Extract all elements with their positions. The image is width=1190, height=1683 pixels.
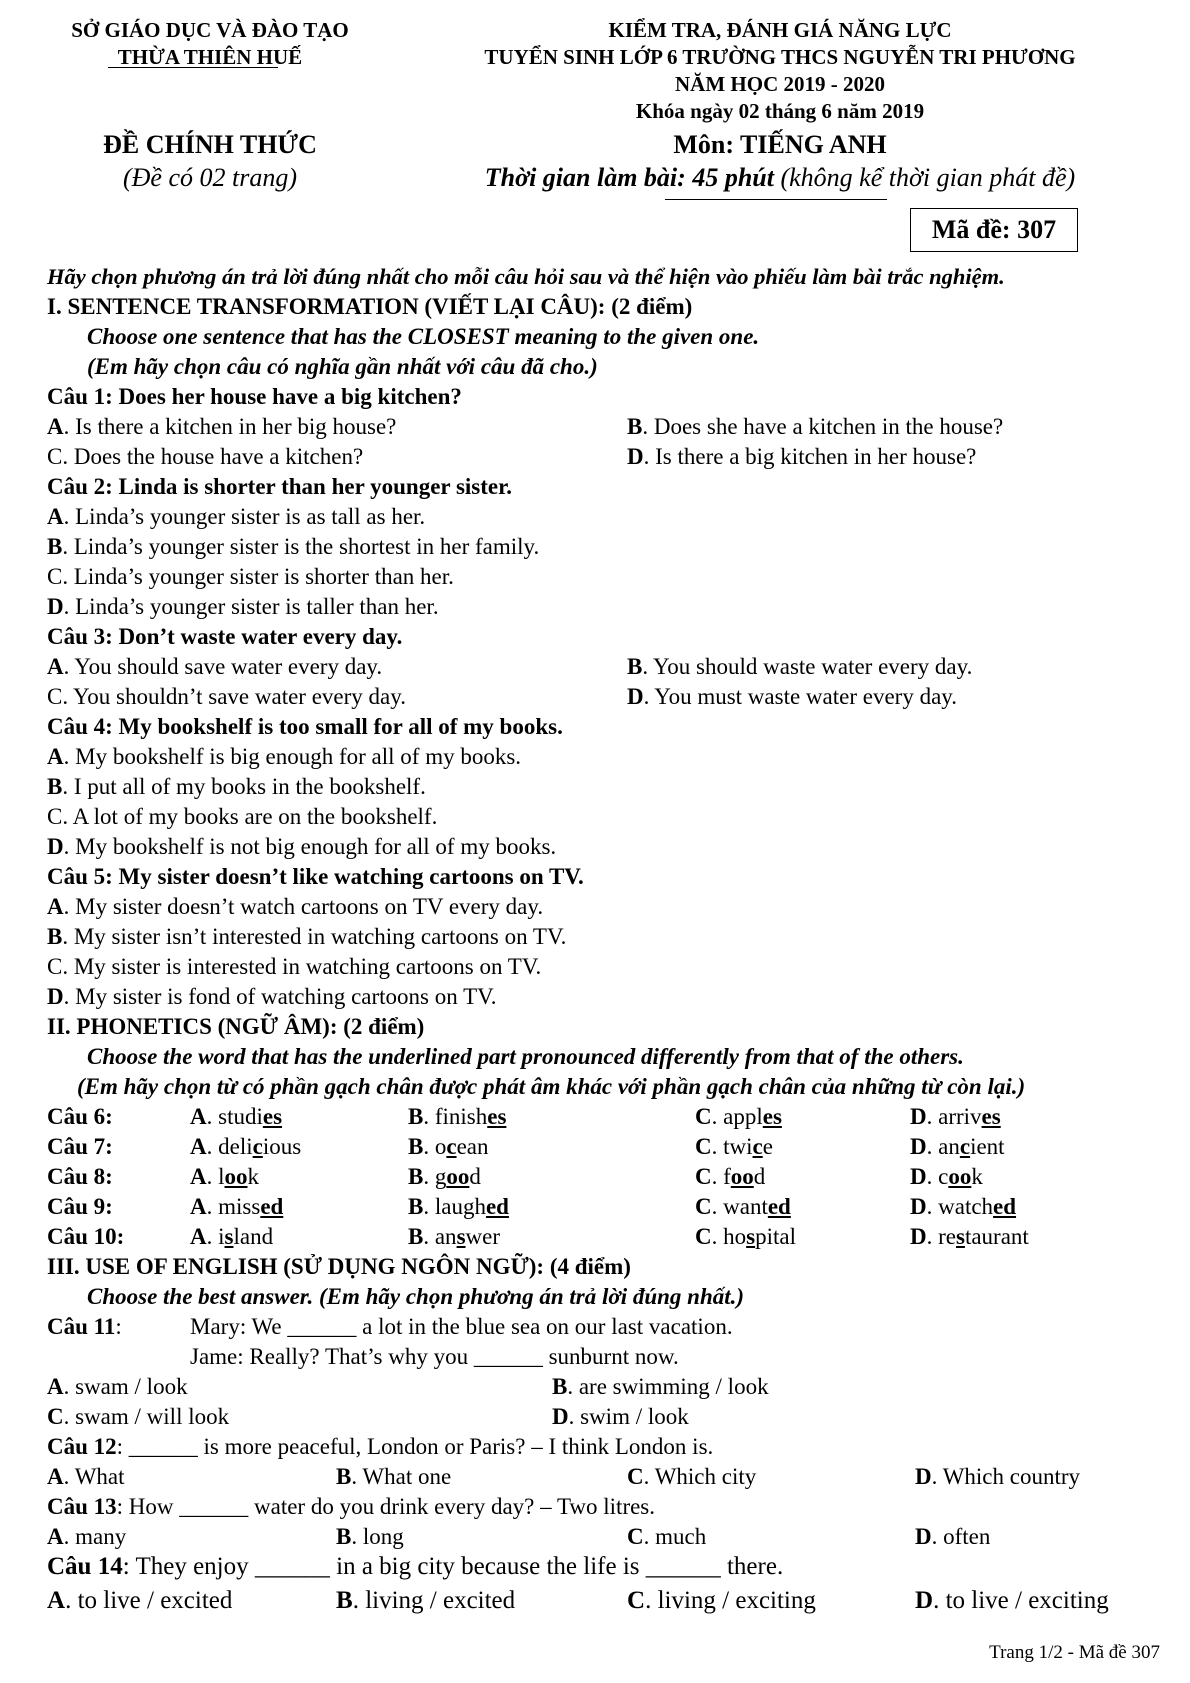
q11-option-b: B. are swimming / look [552,1374,769,1399]
q13-option-c: C. much [627,1524,707,1549]
phonetics-option-b: B. ocean [408,1134,489,1159]
underlined-part: oo [224,1164,248,1189]
time-value: 45 phút [692,163,774,192]
official-label: ĐỀ CHÍNH THỨC [103,130,317,159]
section1-title: I. SENTENCE TRANSFORMATION (VIẾT LẠI CÂU): (2 điểm) [47,294,693,319]
section2-title: II. PHONETICS (NGỮ ÂM): (2 điểm) [47,1014,425,1039]
q12-option-c: C. Which city [627,1464,757,1489]
q3-option-b: B. You should waste water every day. [627,654,973,679]
question-5: Câu 5: My sister doesn’t like watching cartoons on TV. [47,864,584,889]
phonetics-option-a: A. island [190,1224,274,1249]
section2-instruction-vi: (Em hãy chọn từ có phần gạch chân được phát âm khác với phần gạch chân của những từ còn lại.) [77,1074,1026,1099]
underlined-part: es [981,1104,1001,1129]
q3-option-d: D. You must waste water every day. [627,684,958,709]
q2-option-c: C. Linda’s younger sister is shorter than her. [47,564,454,589]
underlined-part: c [252,1134,263,1159]
phonetics-option-a: A. delicious [190,1134,302,1159]
q2-option-d: D. Linda’s younger sister is taller than her. [47,594,439,619]
q12-option-b: B. What one [336,1464,452,1489]
phonetics-question-label: Câu 10: [47,1224,125,1249]
phonetics-option-b: B. finishes [408,1104,507,1129]
question-1: Câu 1: Does her house have a big kitchen? [47,384,462,409]
q1-option-d: D. Is there a big kitchen in her house? [627,444,977,469]
underlined-part: oo [730,1164,754,1189]
underlined-part: c [752,1134,763,1159]
underlined-part: ed [767,1194,791,1219]
q14-option-c: C. living / exciting [627,1587,816,1614]
phonetics-question-label: Câu 9: [47,1194,113,1219]
section2-instruction-en: Choose the word that has the underlined part pronounced differently from that of the others. [87,1044,964,1069]
phonetics-option-c: C. hospital [695,1224,796,1249]
phonetics-option-a: A. look [190,1164,260,1189]
q4-option-b: B. I put all of my books in the bookshelf. [47,774,426,799]
underlined-part: ed [485,1194,509,1219]
q13-option-b: B. long [336,1524,404,1549]
underlined-part: s [746,1224,756,1249]
underlined-part: ed [993,1194,1017,1219]
q4-option-c: C. A lot of my books are on the bookshelf. [47,804,438,829]
time-label: Thời gian làm bài: [484,163,686,192]
section3-title: III. USE OF ENGLISH (SỬ DỤNG NGÔN NGỮ): (4 điểm) [47,1254,631,1279]
phonetics-question-label: Câu 8: [47,1164,113,1189]
phonetics-option-d: D. restaurant [910,1224,1029,1249]
q11-option-d: D. swim / look [552,1404,689,1429]
q1-option-c: C. Does the house have a kitchen? [47,444,364,469]
section1-instruction-vi: (Em hãy chọn câu có nghĩa gần nhất với câu đã cho.) [87,354,598,379]
question-3: Câu 3: Don’t waste water every day. [47,624,403,649]
instruction: Hãy chọn phương án trả lời đúng nhất cho mỗi câu hỏi sau và thể hiện vào phiếu làm bài trắc nghiệm. [47,264,1005,289]
phonetics-option-b: B. good [408,1164,481,1189]
page-count: (Đề có 02 trang) [122,163,297,192]
q3-option-a: A. You should save water every day. [47,654,383,679]
province-name: THỪA THIÊN HUẾ [117,45,303,69]
underlined-part: c [959,1134,971,1159]
phonetics-option-b: B. laughed [408,1194,509,1219]
phonetics-question-label: Câu 6: [47,1104,113,1129]
subject: Môn: TIẾNG ANH [673,130,887,159]
divider-right [665,199,887,200]
phonetics-option-c: C. wanted [695,1194,791,1219]
q11-option-c: C. swam / will look [47,1404,230,1429]
underlined-part: oo [948,1164,972,1189]
time-limit [400,163,1160,193]
time-note: (không kể thời gian phát đề) [780,163,1076,192]
q12-option-a: A. What [47,1464,125,1489]
phonetics-option-c: C. food [695,1164,766,1189]
q14-option-b: B. living / excited [336,1587,516,1614]
q3-option-c: C. You shouldn’t save water every day. [47,684,407,709]
q14-option-a: A. to live / excited [47,1587,233,1614]
underlined-part: s [956,1224,965,1249]
department-name: SỞ GIÁO DỤC VÀ ĐÀO TẠO [71,18,349,42]
q5-option-a: A. My sister doesn’t watch cartoons on TV every day. [47,894,544,919]
question-11-label: Câu 11: [47,1314,122,1339]
underlined-part: es [262,1104,283,1129]
section1-instruction-en: Choose one sentence that has the CLOSEST meaning to the given one. [87,324,760,349]
q1-option-a: A. Is there a kitchen in her big house? [47,414,397,439]
exam-subtitle: TUYỂN SINH LỚP 6 TRƯỜNG THCS NGUYỄN TRI PHƯƠNG [484,45,1076,69]
question-14: Câu 14: They enjoy ______ in a big city because the life is ______ there. [47,1553,784,1580]
q13-option-a: A. many [47,1524,127,1549]
q5-option-c: C. My sister is interested in watching cartoons on TV. [47,954,542,979]
phonetics-option-c: C. apples [695,1104,782,1129]
q11-option-a: A. swam / look [47,1374,188,1399]
q5-option-b: B. My sister isn’t interested in watching cartoons on TV. [47,924,567,949]
underlined-part: c [446,1134,457,1159]
question-13: Câu 13: How ______ water do you drink every day? – Two litres. [47,1494,656,1519]
q4-option-a: A. My bookshelf is big enough for all of my books. [47,744,522,769]
section3-instruction: Choose the best answer. (Em hãy chọn phương án trả lời đúng nhất.) [87,1284,745,1309]
phonetics-question-label: Câu 7: [47,1134,113,1159]
q14-option-d: D. to live / exciting [915,1587,1109,1614]
q5-option-d: D. My sister is fond of watching cartoons on TV. [47,984,497,1009]
question-2: Câu 2: Linda is shorter than her younger sister. [47,474,512,499]
q12-option-d: D. Which country [915,1464,1081,1489]
phonetics-option-d: D. cook [910,1164,983,1189]
phonetics-option-d: D. arrives [910,1104,1001,1129]
q4-option-d: D. My bookshelf is not big enough for all of my books. [47,834,557,859]
q2-option-a: A. Linda’s younger sister is as tall as her. [47,504,426,529]
exam-code-box: Mã đề: 307 [910,208,1078,252]
underlined-part: s [456,1224,466,1249]
phonetics-option-b: B. answer [408,1224,500,1249]
underlined-part: s [224,1224,234,1249]
underlined-part: es [487,1104,507,1129]
q13-option-d: D. often [915,1524,991,1549]
question-11-line2: Jame: Really? That’s why you ______ sunburnt now. [190,1344,679,1369]
exam-date: Khóa ngày 02 tháng 6 năm 2019 [635,99,925,123]
phonetics-option-c: C. twice [695,1134,773,1159]
underlined-part: oo [446,1164,470,1189]
q1-option-b: B. Does she have a kitchen in the house? [627,414,1004,439]
phonetics-option-d: D. ancient [910,1134,1005,1159]
underlined-part: ed [260,1194,284,1219]
exam-title: KIỂM TRA, ĐÁNH GIÁ NĂNG LỰC [608,18,952,42]
phonetics-option-a: A. studies [190,1104,283,1129]
question-11-line1: Mary: We ______ a lot in the blue sea on our last vacation. [190,1314,733,1339]
phonetics-option-d: D. watched [910,1194,1017,1219]
q2-option-b: B. Linda’s younger sister is the shortest in her family. [47,534,540,559]
divider-left [108,67,278,68]
question-12: Câu 12: ______ is more peaceful, London or Paris? – I think London is. [47,1434,714,1459]
page-footer: Trang 1/2 - Mã đề 307 [989,1642,1160,1663]
school-year: NĂM HỌC 2019 - 2020 [675,72,885,96]
phonetics-option-a: A. missed [190,1194,284,1219]
question-4: Câu 4: My bookshelf is too small for all of my books. [47,714,563,739]
underlined-part: es [762,1104,782,1129]
